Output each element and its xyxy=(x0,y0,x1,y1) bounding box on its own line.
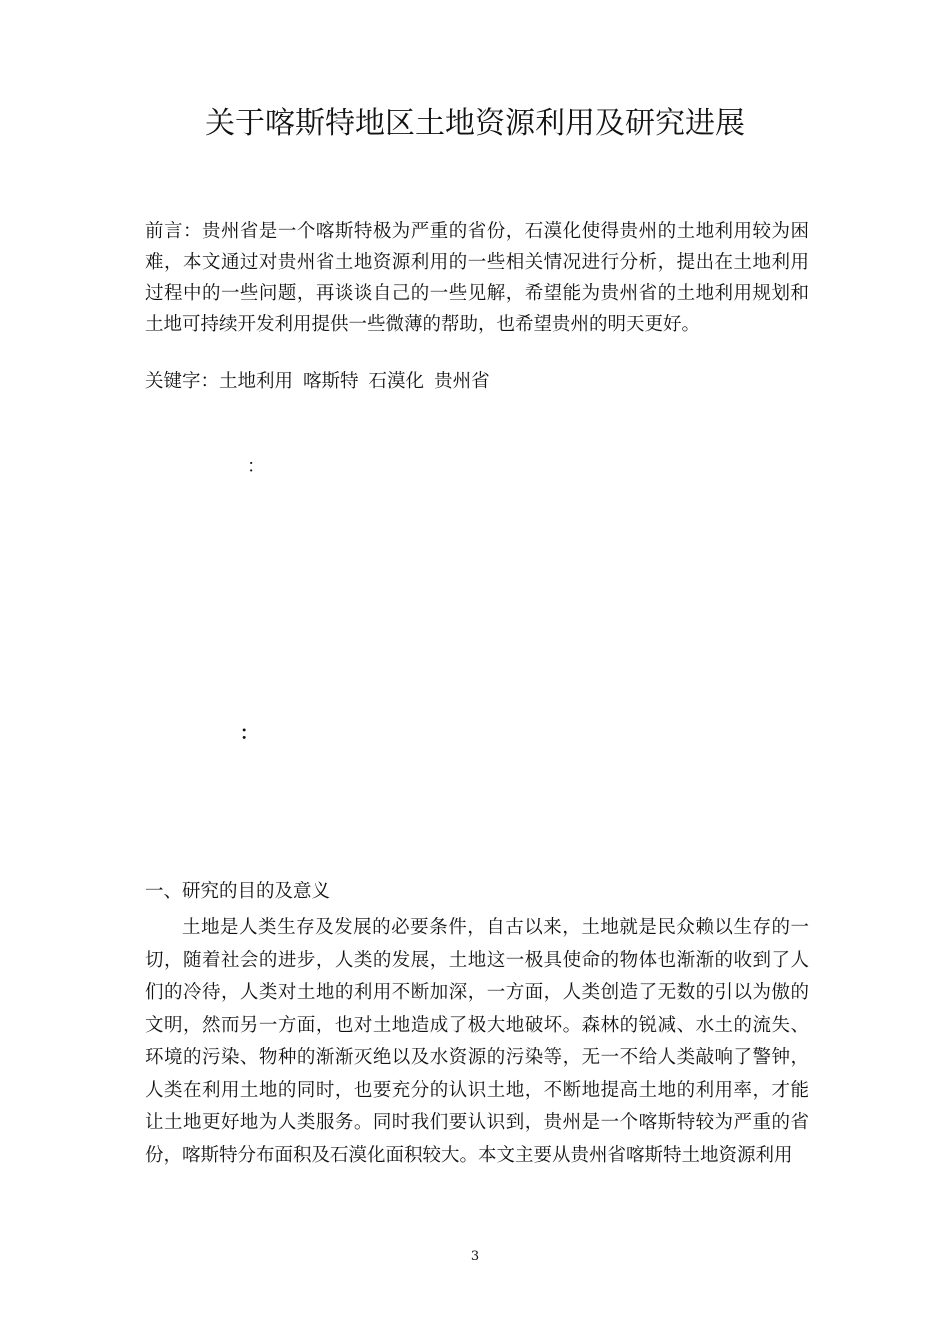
section-heading: 一、研究的目的及意义 xyxy=(145,881,331,902)
keyword: 石漠化 xyxy=(368,371,425,392)
abstract-paragraph: 前言：贵州省是一个喀斯特极为严重的省份，石漠化使得贵州的土地利用较为困难，本文通过对贵州省土地资源利用的一些相关情况进行分析，提出在土地利用过程中的一些问题，再谈谈自己的一些见解，希望能为贵州省的土地利用规划和土地可持续开发利用提供一些微薄的帮助，也希望贵州的明天更好。 xyxy=(145,221,809,335)
stray-colon-mark: ： xyxy=(240,723,258,744)
keywords-label: 关键字： xyxy=(145,371,220,392)
keyword: 喀斯特 xyxy=(303,371,359,392)
document-title: 关于喀斯特地区土地资源利用及研究进展 xyxy=(205,106,745,141)
keyword: 贵州省 xyxy=(434,371,490,392)
stray-colon-mark: ： xyxy=(247,456,265,477)
page-number: 3 xyxy=(470,1249,480,1264)
keywords-line xyxy=(145,366,500,397)
keyword: 土地利用 xyxy=(219,371,294,392)
body-paragraph: 土地是人类生存及发展的必要条件，自古以来，土地就是民众赖以生存的一切，随着社会的进步，人类的发展，土地这一极具使命的物体也渐渐的收到了人们的冷待，人类对土地的利用不断加深，一方面，人类创造了无数的引以为傲的文明，然而另一方面，也对土地造成了极大地破坏。森林的锐减、水土的流失、环境的污染、物种的渐渐灭绝以及水资源的污染等，无一不给人类敲响了警钟，人类在利用土地的同时，也要充分的认识土地，不断地提高土地的利用率，才能让土地更好地为人类服务。同时我们要认识到，贵州是一个喀斯特较为严重的省份，喀斯特分布面积及石漠化面积较大。本文主要从贵州省喀斯特土地资源利用 xyxy=(145,917,809,1166)
